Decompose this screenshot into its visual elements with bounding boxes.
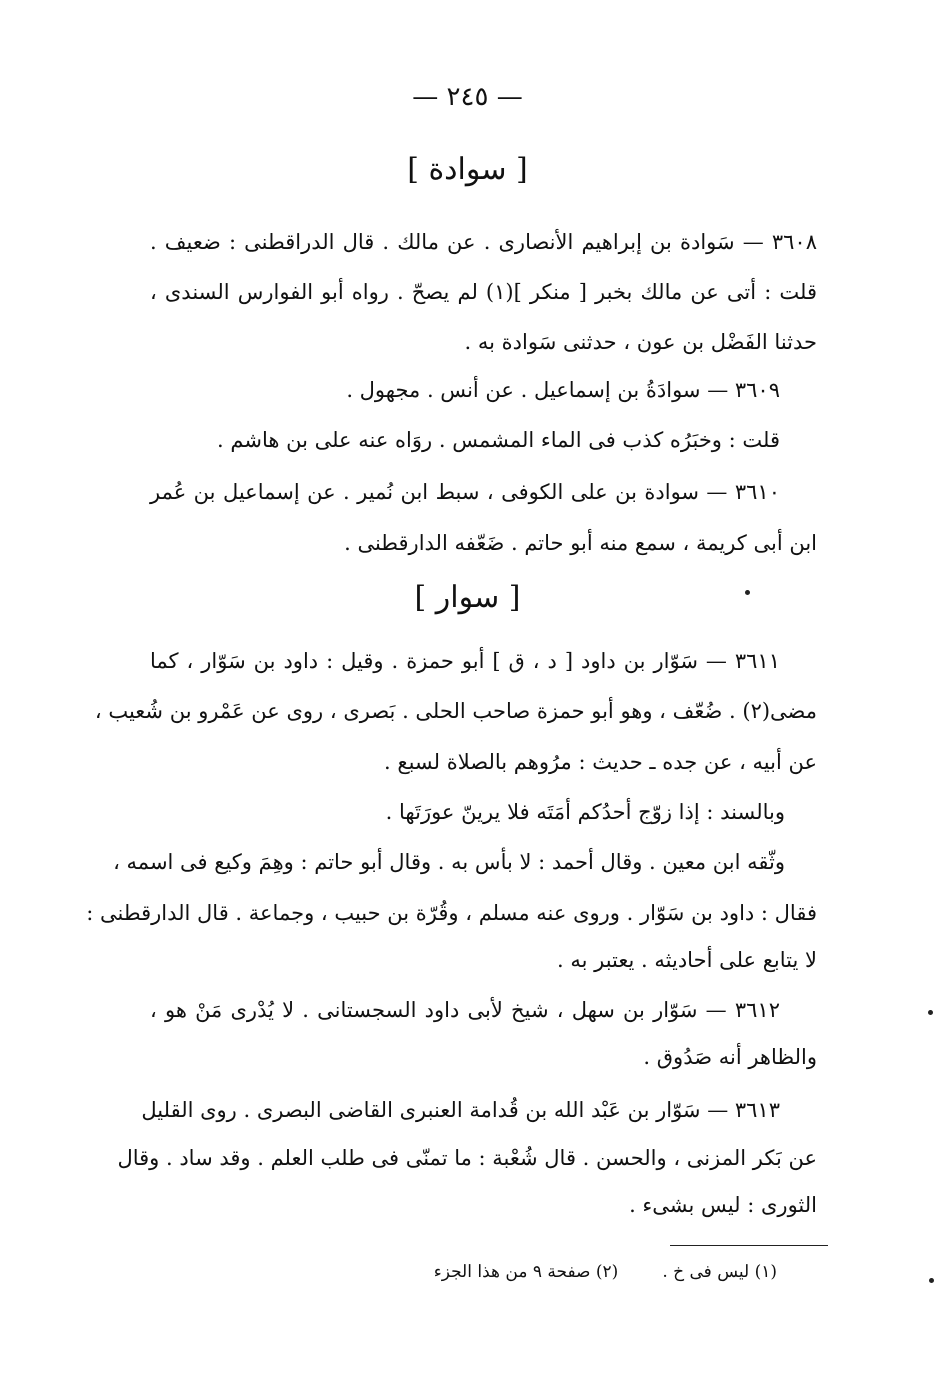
text-line: مضى(٢) . ضُعّف ، وهو أبو حمزة صاحب الحلى . بَصرى ، روى عن عَمْرو بن شُعيب ، <box>94 699 817 723</box>
text-line: قلت : أتى عن مالك بخبر [ منكر ](١) لم يصحّ . رواه أبو الفوارس السندى ، <box>150 280 817 304</box>
text-line: لا يتابع على أحاديثه . يعتبر به . <box>557 948 817 972</box>
text-line: وثّقه ابن معين . وقال أحمد : لا بأس به . وقال أبو حاتم : وهِمَ وكيع فى اسمه ، <box>113 850 785 874</box>
text-line: ٣٦١٢ — سَوّار بن سهل ، شيخ لأبى داود السجستانى . لا يُدْرى مَنْ هو ، <box>150 998 780 1022</box>
text-line: حدثنا الفَضْل بن عون ، حدثنى سَوادة به . <box>464 330 817 354</box>
footnote-rule <box>670 1245 828 1246</box>
page-number: — ٢٤٥ — <box>412 82 523 112</box>
footnote-2: (٢) صفحة ٩ من هذا الجزء <box>433 1262 619 1282</box>
margin-dot <box>929 1278 934 1283</box>
text-line: ٣٦١٠ — سوادة بن على الكوفى ، سبط ابن نُمير . عن إسماعيل بن عُمر <box>150 480 780 504</box>
section-heading-sawwar: [ سوار ] <box>414 580 521 615</box>
text-line: فقال : داود بن سَوّار . وروى عنه مسلم ، وقُرّة بن حبيب ، وجماعة . قال الدارقطنى : <box>86 901 817 925</box>
text-line: عن بَكر المزنى ، والحسن . قال شُعْبة : ما تمنّى فى طلب العلم . وقد ساد . وقال <box>117 1146 817 1170</box>
margin-dot <box>928 1010 933 1015</box>
text-line: وبالسند : إذا زوّج أحدُكم أمَتَه فلا يرينّ عورَتَها . <box>385 800 785 824</box>
text-line: ٣٦١١ — سَوّار بن داود [ د ، ق ] أبو حمزة . وقيل : داود بن سَوّار ، كما <box>150 649 780 673</box>
text-line: قلت : وخبَرُه كذب فى الماء المشمس . روَاه عنه على بن هاشم . <box>217 428 780 452</box>
text-line: ابن أبى كريمة ، سمع منه أبو حاتم . ضَعّفه الدارقطنى . <box>344 531 817 555</box>
text-line: ٣٦١٣ — سَوّار بن عَبْد الله بن قُدامة العنبرى القاضى البصرى . روى القليل <box>141 1098 780 1122</box>
text-line: ٣٦٠٨ — سَوادة بن إبراهيم الأنصارى . عن مالك . قال الدراقطنى : ضعيف . <box>150 230 817 254</box>
text-line: الثورى : ليس بشىء . <box>629 1193 817 1217</box>
section-heading-sawada: [ سوادة ] <box>407 152 528 187</box>
footnotes <box>390 1262 777 1282</box>
ink-dot <box>745 590 750 595</box>
footnote-1: (١) ليس فى خ . <box>662 1262 777 1282</box>
text-line: ٣٦٠٩ — سوادَةُ بن إسماعيل . عن أنس . مجهول . <box>346 378 780 402</box>
text-line: عن أبيه ، عن جده ـ حديث : مرُوهم بالصلاة لسبع . <box>384 750 817 774</box>
text-line: والظاهر أنه صَدُوق . <box>643 1045 817 1069</box>
